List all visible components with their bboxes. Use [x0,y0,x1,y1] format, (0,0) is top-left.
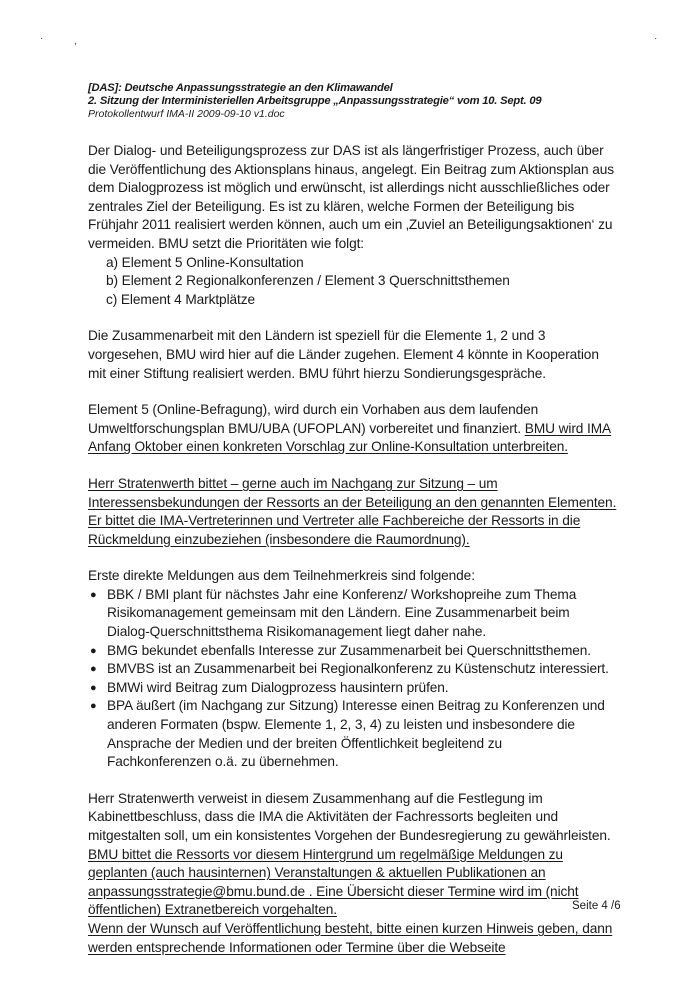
email-link[interactable]: anpassungsstrategie@bmu.bund.de . Eine Übersicht dieser Termine wird im (nicht [88,883,579,899]
report-item [88,586,644,642]
report-item [88,660,644,679]
scan-speck: · [40,33,44,44]
text-line: vermeiden. BMU setzt die Prioritäten wie folgt: [88,235,365,251]
header-filename: Protokollentwurf IMA-II 2009-09-10 v1.doc [88,108,285,120]
underlined-text: Wenn der Wunsch auf Veröffentlichung besteht, bitte einen kurzen Hinweis geben, dann [88,920,613,936]
underlined-text: BMU bittet die Ressorts vor diesem Hintergrund um regelmäßige Meldungen zu [88,846,563,862]
text-line: zentrales Ziel der Beteiligung. Es ist zu klären, welche Formen der Beteiligung bis [88,198,575,214]
page-number: Seite 4 /6 [572,900,621,912]
scan-speck: · [654,33,658,44]
text-line: Erste direkte Meldungen aus dem Teilnehmerkreis sind folgende: [88,568,475,584]
text-line: Die Zusammenarbeit mit den Ländern ist speziell für die Elemente 1, 2 und 3 [88,328,546,344]
scan-speck: , [74,36,77,47]
document-header [88,82,648,121]
text-line: dem Dialogprozess ist möglich und erwünscht, ist allerdings nicht ausschließliches oder [88,180,610,196]
bullet-icon: ● [90,644,97,657]
bullet-icon: ● [90,588,97,601]
paragraph-first-reports [88,567,644,772]
paragraph-laender [88,327,644,383]
text-line: Element 5 (Online-Befragung), wird durch ein Vorhaben aus dem laufenden [88,402,539,418]
header-title: [DAS]: Deutsche Anpassungsstrategie an den Klimawandel [88,82,393,94]
underlined-text: BMU wird IMA [524,420,612,436]
underlined-text: werden entsprechende Informationen oder Termine über die Webseite [88,939,506,955]
text-line: BPA äußert (im Nachgang zur Sitzung) Interesse einen Beitrag zu Konferenzen und [107,698,605,714]
text-line: mit einer Stiftung realisiert werden. BMU führt hierzu Sondierungsgespräche. [88,365,547,381]
report-list [88,586,644,772]
text-line: Ansprache der Medien und der breiten Öffentlichkeit begleitend zu [107,735,503,751]
text-line: Risikomanagement gemeinsam mit den Ländern. Eine Zusammenarbeit beim [107,605,570,621]
priority-item: c) Element 4 Marktplätze [106,291,255,307]
bullet-icon: ● [90,663,97,676]
underlined-text: Herr Stratenwerth bittet – gerne auch im Nachgang zur Sitzung – um [88,475,498,491]
header-meeting: 2. Sitzung der Interministeriellen Arbeitsgruppe „Anpassungsstrategie“ vom 10. Sept. 09 [88,95,542,107]
underlined-text: Interessensbekundungen der Ressorts an der Beteiligung an den genannten Elementen. [88,494,617,510]
text-line: BMWi wird Beitrag zum Dialogprozess hausintern prüfen. [107,679,449,695]
text-line: Fachkonferenzen o.ä. zu übernehmen. [107,754,339,770]
text-line: anderen Formaten (bspw. Elemente 1, 2, 3, 4) zu leisten und insbesondere die [107,717,575,733]
text-line: Herr Stratenwerth verweist in diesem Zusammenhang auf die Festlegung im [88,790,543,806]
bullet-icon: ● [90,700,97,713]
underlined-text: Rückmeldung einzubeziehen (insbesondere die Raumordnung). [88,531,470,547]
document-body [88,142,644,975]
text-line: BBK / BMI plant für nächstes Jahr eine Konferenz/ Workshopreihe zum Thema [107,586,577,602]
text-line: Frühjahr 2011 realisiert werden können, auch um ein ‚Zuviel an Beteiligungsaktionen‘ zu [88,217,613,233]
underlined-text: geplanten (auch hausinternen) Veranstaltungen & aktuellen Publikationen an [88,865,546,881]
underlined-text: Er bittet die IMA-Vertreterinnen und Vertreter alle Fachbereiche der Ressorts in die [88,513,581,529]
text-line: vorgesehen, BMU wird hier auf die Länder zugehen. Element 4 könnte in Kooperation [88,346,599,362]
text-line: BMG bekundet ebenfalls Interesse zur Zusammenarbeit bei Querschnittsthemen. [107,642,591,658]
bullet-icon: ● [90,681,97,694]
text-line: die Veröffentlichung des Aktionsplans hinaus, angelegt. Ein Beitrag zum Aktionsplan aus [88,161,614,177]
paragraph-cabinet-decision [88,790,644,957]
text-line: BMVBS ist an Zusammenarbeit bei Regionalkonferenz zu Küstenschutz interessiert. [107,661,609,677]
paragraph-dialog-process [88,142,644,309]
text-line: Der Dialog- und Beteiligungsprozess zur DAS ist als längerfristiger Prozess, auch über [88,143,604,158]
report-item [88,679,644,698]
priority-item: a) Element 5 Online-Konsultation [106,254,304,270]
text-line: Kabinettbeschluss, dass die IMA die Aktivitäten der Fachressorts begleiten und [88,809,559,825]
paragraph-online-survey [88,401,644,457]
report-item [88,697,644,771]
text-line: mitgestalten soll, um ein konsistentes Vorgehen der Bundesregierung zu gewährleisten. [88,828,611,843]
report-item [88,642,644,661]
text-line: Dialog-Querschnittsthema Risikomanagement liegt daher nahe. [107,624,487,640]
priority-item: b) Element 2 Regionalkonferenzen / Element 3 Querschnittsthemen [106,273,510,289]
text-line [88,420,644,439]
underlined-text: Anfang Oktober einen konkreten Vorschlag zur Online-Konsultation unterbreiten. [88,439,568,455]
paragraph-request-ressorts [88,475,644,549]
underlined-text: öffentlichen) Extranetbereich vorgehalten. [88,902,337,918]
text-segment: Umweltforschungsplan BMU/UBA (UFOPLAN) vorbereitet und finanziert. [88,420,525,436]
priority-list [88,254,644,310]
